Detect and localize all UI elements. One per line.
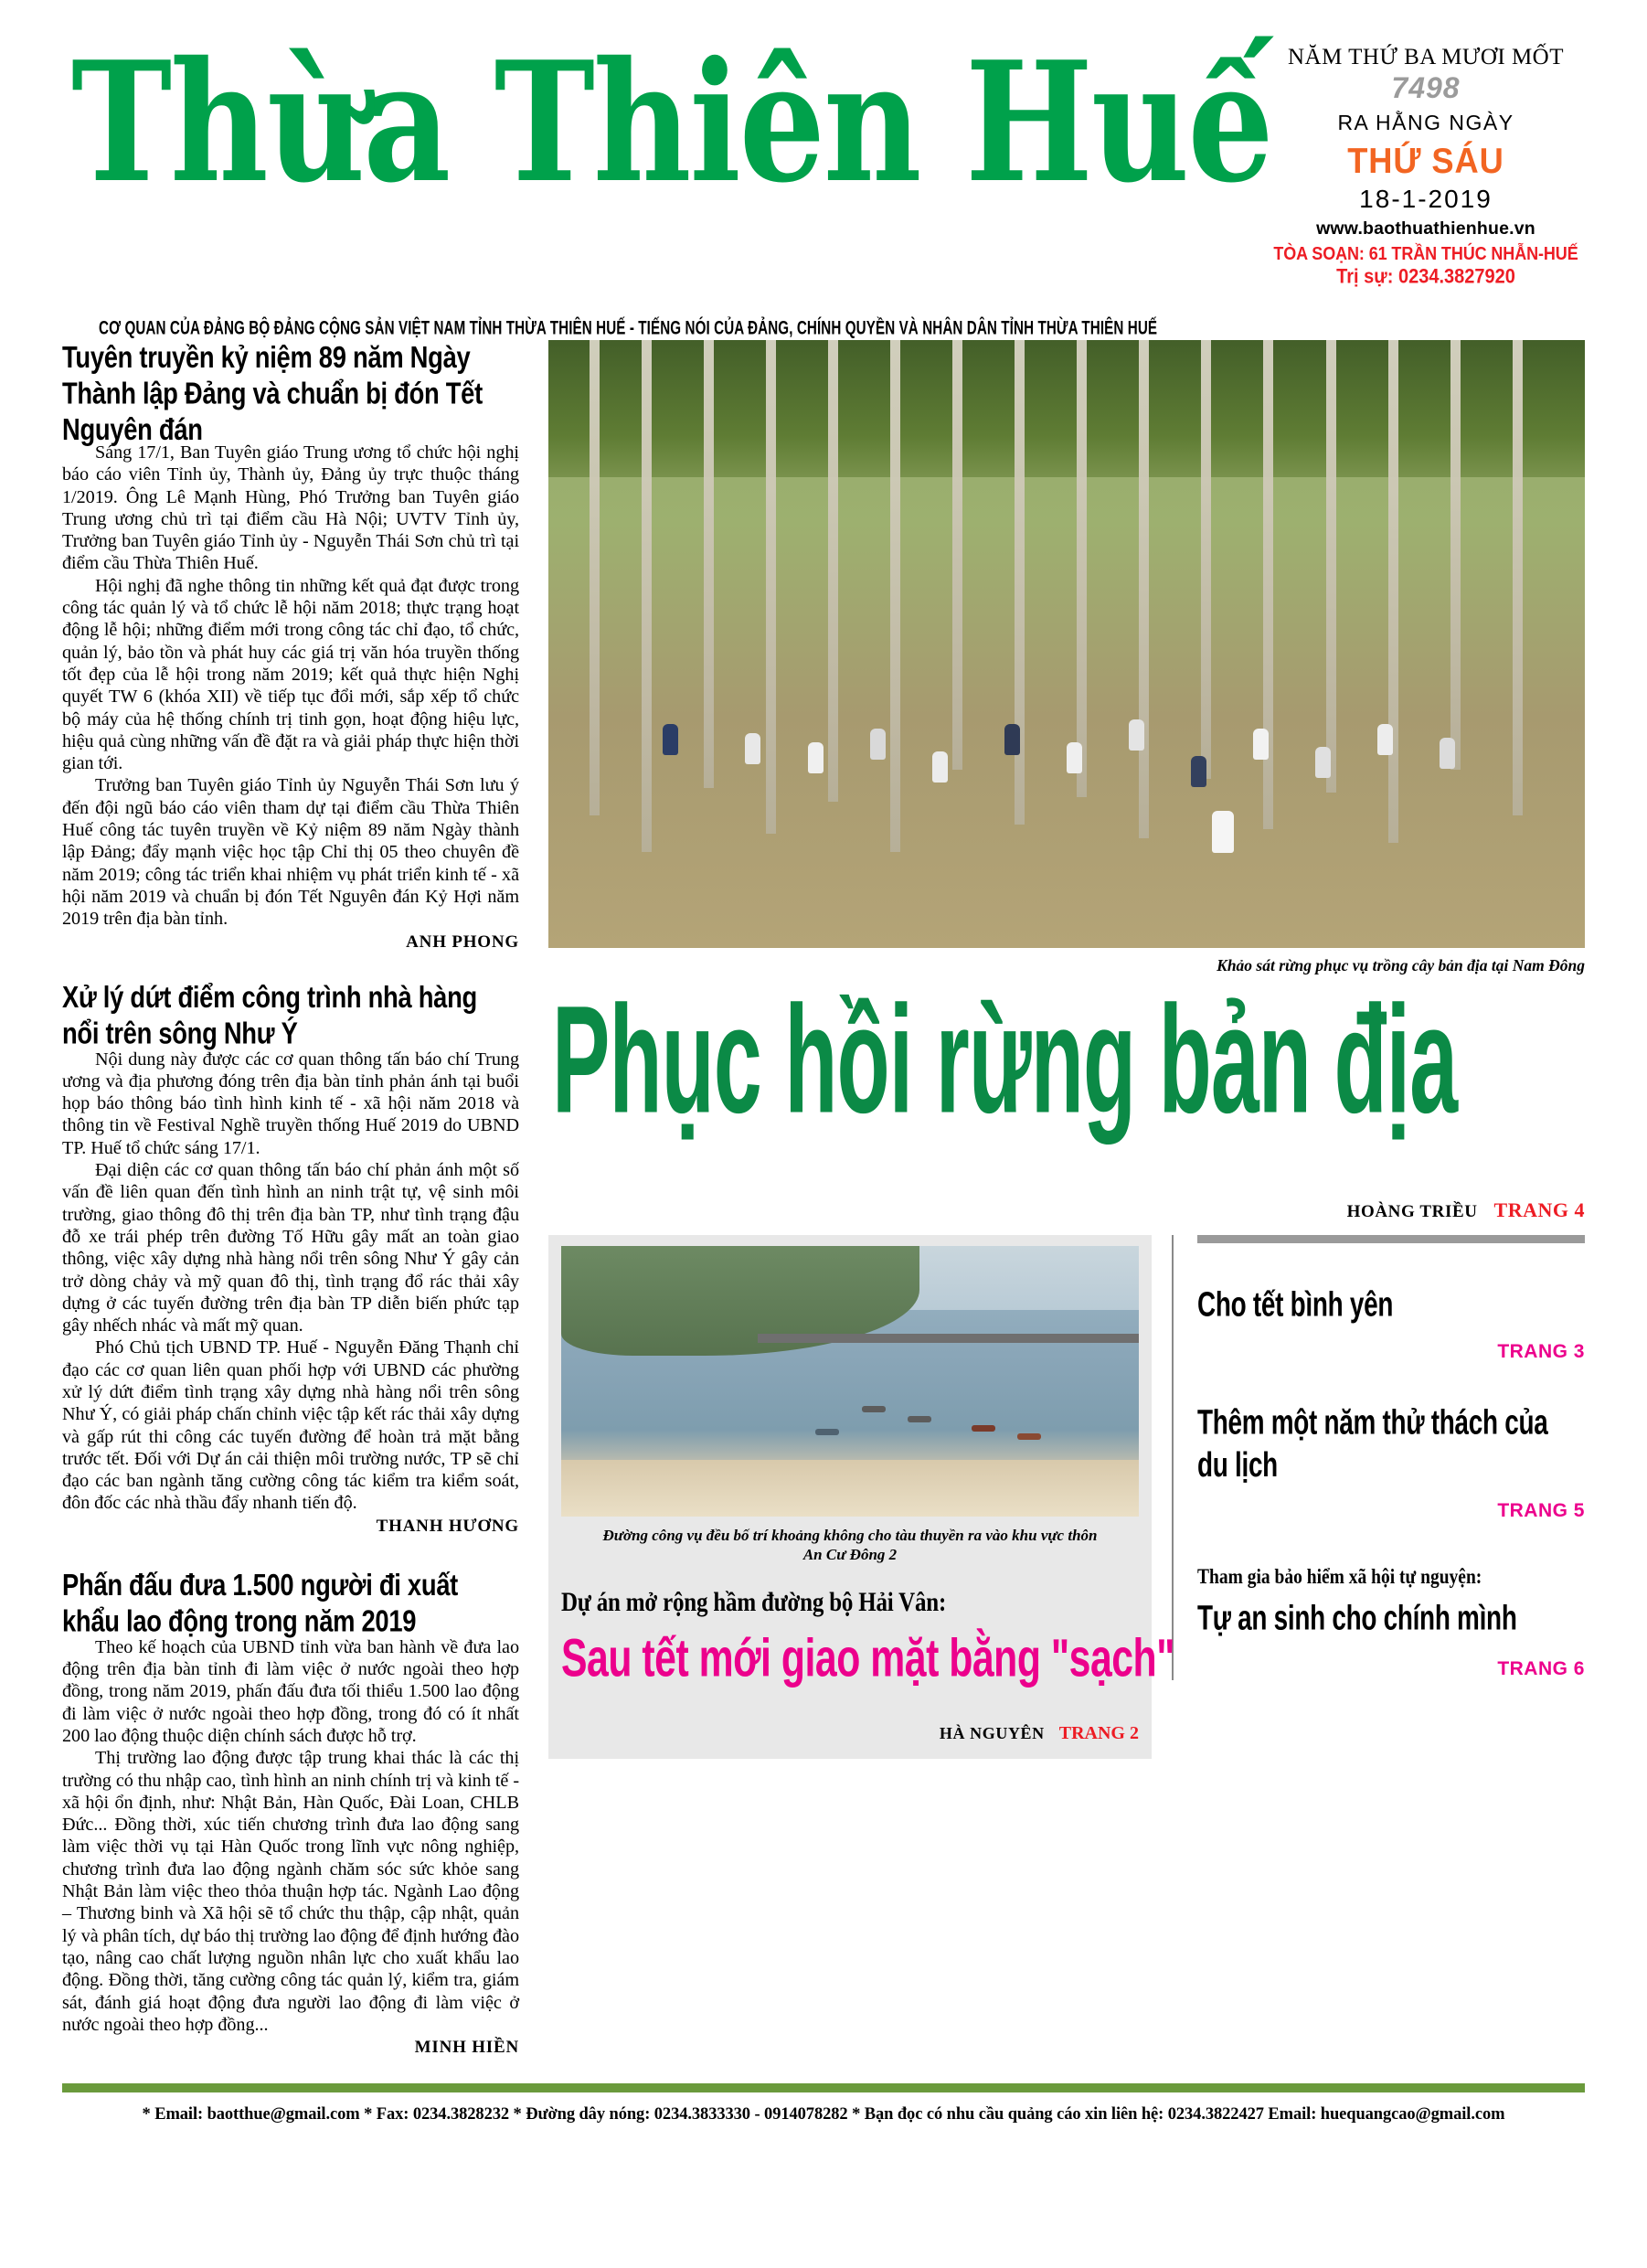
masthead	[0, 0, 1647, 340]
lead-page-ref[interactable]: TRANG 4	[1493, 1198, 1585, 1221]
right-section	[539, 340, 1585, 1759]
feature-photo-caption: Đường công vụ đều bố trí khoảng không cho tàu thuyền ra vào khu vực thôn An Cư Đông 2	[602, 1527, 1098, 1563]
article-2	[62, 980, 519, 1537]
issue-number: 7498	[1391, 71, 1461, 104]
teaser-2-title[interactable]: Thêm một năm thử thách của du lịch	[1197, 1403, 1548, 1485]
page-content	[0, 340, 1647, 2058]
article-1-headline[interactable]: Tuyên truyền kỷ niệm 89 năm Ngày Thành lập Đảng và chuẩn bị đón Tết Nguyên đán	[62, 341, 483, 448]
forest-photo-art	[548, 340, 1585, 948]
feature-page-ref[interactable]: TRANG 2	[1058, 1723, 1139, 1743]
teaser-1-title[interactable]: Cho tết bình yên	[1197, 1285, 1394, 1325]
office-address: TÒA SOẠN: 61 TRẦN THÚC NHẪN-HUẾ	[1273, 243, 1578, 264]
feature-photo	[561, 1246, 1139, 1517]
weekday-label: THỨ SÁU	[1347, 142, 1504, 181]
teaser-3[interactable]	[1197, 1566, 1585, 1680]
feature-credit-row	[561, 1723, 1139, 1744]
masthead-tagline: CƠ QUAN CỦA ĐẢNG BỘ ĐẢNG CỘNG SẢN VIỆT NAM TỈNH THỪA THIÊN HUẾ - TIẾNG NÓI CỦA ĐẢNG, CHÍNH QUYỀN VÀ NHÂN DÂN TỈNH THỪA THIÊN HUẾ	[99, 318, 1158, 339]
article-1-paragraph: Trưởng ban Tuyên giáo Tỉnh ủy Nguyễn Thái Sơn lưu ý đến đội ngũ báo cáo viên tham dự tại điểm cầu Thừa Thiên Huế công tác tuyên truyền về Kỷ niệm 89 năm Ngày thành lập Đảng; đẩy mạnh việc học tập Chỉ thị 05 theo chuyên đề năm 2019; công tác triển khai nhiệm vụ phát triển kinh tế - xã hội năm 2019 và chuẩn bị đón Tết Nguyên đán Kỷ Hợi năm 2019 trên địa bàn tỉnh.	[62, 775, 519, 930]
teaser-3-title[interactable]: Tự an sinh cho chính mình	[1197, 1599, 1517, 1638]
teaser-1[interactable]	[1197, 1283, 1585, 1363]
feature-byline: HÀ NGUYÊN	[939, 1724, 1045, 1742]
column-spacer	[62, 1537, 519, 1568]
feature-headline[interactable]: Sau tết mới giao mặt bằng "sạch"	[561, 1627, 1174, 1688]
article-3-paragraph: Thị trường lao động được tập trung khai thác là các thị trường có thu nhập cao, tình hình an ninh chính trị và kinh tế - xã hội ổn định, như: Nhật Bản, Hàn Quốc, Đài Loan, CHLB Đức... Đồng thời, xúc tiến chương trình đưa lao động sang làm việc thời vụ tại Hàn Quốc trong lĩnh vực nông nghiệp, chương trình đưa lao động ngành chăm sóc sức khỏe sang Nhật Bản làm việc theo thỏa thuận hợp tác. Ngành Lao động – Thương binh và Xã hội sẽ tổ chức thu thập, cập nhật, quản lý và phân tích, dự báo thị trường lao động để định hướng đào tạo, nâng cao chất lượng nguồn nhân lực cho xuất khẩu lao động. Đồng thời, tăng cường công tác quản lý, kiểm tra, giám sát, đánh giá hoạt động đưa người lao động đi làm việc ở nước ngoài theo hợp đồng...	[62, 1748, 520, 2035]
volume-year-label: NĂM THỨ BA MƯƠI MỐT	[1287, 45, 1565, 69]
lead-byline: HOÀNG TRIỀU	[1346, 1202, 1478, 1221]
article-2-paragraph: Nội dung này được các cơ quan thông tấn báo chí Trung ương và địa phương đóng trên địa bàn tỉnh phản ánh tại buổi họp báo thông báo tình hình kinh tế - xã hội năm 2018 và thông tin về Festival Nghề truyền thống Huế 2019 do UBND TP. Huế tổ chức sáng 17/1.	[62, 1049, 519, 1158]
teaser-3-kicker: Tham gia bảo hiểm xã hội tự nguyện:	[1197, 1566, 1482, 1590]
office-phone: Trị sự: 0234.3827920	[1336, 265, 1515, 288]
article-3-headline[interactable]: Phấn đấu đưa 1.500 người đi xuất khẩu lao động trong năm 2019	[62, 1568, 459, 1639]
feature-kicker: Dự án mở rộng hầm đường bộ Hải Vân:	[561, 1588, 947, 1617]
footer-contact-line: * Email: baotthue@gmail.com * Fax: 0234.3828232 * Đường dây nóng: 0234.3833330 - 0914078282 * Bạn đọc có nhu cầu quảng cáo xin liên hệ: 0234.3822427 Email: huequangcao@gmail.com	[142, 2105, 1505, 2124]
article-3	[62, 1568, 519, 2058]
feature-block	[548, 1235, 1174, 1759]
teaser-3-page-ref[interactable]: TRANG 6	[1497, 1658, 1585, 1679]
river-photo-art	[561, 1246, 1139, 1517]
lead-photo-caption: Khảo sát rừng phục vụ trồng cây bản địa tại Nam Đông	[1217, 956, 1585, 974]
lead-photo	[548, 340, 1585, 948]
article-3-byline: MINH HIỀN	[414, 2038, 519, 2058]
lead-credit-row	[548, 1198, 1585, 1222]
article-2-paragraph: Phó Chủ tịch UBND TP. Huế - Nguyễn Đăng Thạnh chỉ đạo các cơ quan liên quan phối hợp với UBND các phường xử lý dứt điểm tình trạng xây dựng nhà hàng nổi trên sông Như Ý, có giải pháp chấn chỉnh việc tập kết rác thải xây dựng và gấp rút thi công các tuyến đường để hoàn trả mặt bằng trước tết. Đối với Dự án cải thiện môi trường nước, TP sẽ chỉ đạo các ban ngành tăng cường công tác kiểm tra kiểm soát, đôn đốc các nhà thầu đẩy nhanh tiến độ.	[62, 1337, 519, 1514]
masthead-info-block	[1234, 44, 1618, 287]
teaser-column	[1172, 1235, 1585, 1680]
article-1-byline: ANH PHONG	[406, 932, 519, 952]
article-1-paragraph: Hội nghị đã nghe thông tin những kết quả đạt được trong công tác quản lý và tổ chức lễ hội năm 2018; thực trạng hoạt động lễ hội; những điểm mới trong công tác chỉ đạo, tổ chức, quản lý, bảo tồn và phát huy các giá trị văn hóa truyền thống tốt đẹp của lễ hội trong năm 2019; kết quả thực hiện Nghị quyết TW 6 (khóa XII) về tiếp tục đổi mới, sắp xếp tổ chức bộ máy của hệ thống chính trị tinh gọn, hoạt động hiệu lực, hiệu quả cùng những vấn đề đặt ra và giải pháp thực hiện thời gian tới.	[62, 575, 519, 774]
lead-headline[interactable]: Phục hồi rừng bản địa	[552, 973, 1458, 1145]
left-column	[62, 340, 539, 2058]
teaser-1-page-ref[interactable]: TRANG 3	[1497, 1341, 1585, 1362]
article-2-byline: THANH HƯƠNG	[376, 1516, 519, 1536]
article-3-paragraph: Theo kế hoạch của UBND tỉnh vừa ban hành về đưa lao động trên địa bàn tỉnh đi làm việc ở nước ngoài theo hợp đồng, trong năm 2019, phấn đấu đưa tối thiểu 1.500 lao động đi làm việc ở nước ngoài theo hợp đồng, trong đó có ít nhất 200 lao động thuộc diện chính sách được hỗ trợ.	[62, 1636, 519, 1746]
frequency-label: RA HẰNG NGÀY	[1337, 111, 1514, 134]
website-url[interactable]: www.baothuathienhue.vn	[1316, 218, 1535, 239]
teaser-divider	[1197, 1235, 1585, 1243]
article-2-headline[interactable]: Xử lý dứt điểm công trình nhà hàng nổi trên sông Như Ý	[62, 980, 477, 1051]
column-spacer	[62, 953, 519, 980]
newspaper-title: Thừa Thiên Huế	[71, 25, 1272, 219]
footer-divider	[62, 2083, 1585, 2092]
article-1	[62, 340, 519, 953]
teaser-2-page-ref[interactable]: TRANG 5	[1497, 1500, 1585, 1521]
article-1-paragraph: Sáng 17/1, Ban Tuyên giáo Trung ương tổ chức hội nghị báo cáo viên Tỉnh ủy, Thành ủy, Đảng ủy trực thuộc tháng 1/2019. Ông Lê Mạnh Hùng, Phó Trưởng ban Tuyên giáo Trung ương chủ trì tại điểm cầu Hà Nội; UVTV Tỉnh ủy, Trưởng ban Tuyên giáo Tỉnh ủy - Nguyễn Thái Sơn chủ trì tại điểm cầu Thừa Thiên Huế.	[62, 442, 519, 574]
bottom-section	[548, 1235, 1585, 1759]
article-2-paragraph: Đại diện các cơ quan thông tấn báo chí phản ánh một số vấn đề liên quan đến tình hình an ninh trật tự, vệ sinh môi trường, giao thông đô thị trên địa bàn TP, như tình trạng đậu đỗ xe trái phép trên đường Tố Hữu gây mất an toàn giao thông, việc xây dựng nhà hàng nổi trên sông Như Ý gây cản trở dòng chảy và mỹ quan đô thị, tình trạng đổ rác thải xây dựng ở các tuyến đường trên địa bàn TP diễn biến phức tạp gây nhếch nhác và mất mỹ quan.	[62, 1160, 519, 1336]
issue-date: 18-1-2019	[1359, 185, 1493, 213]
teaser-2[interactable]	[1197, 1401, 1585, 1522]
